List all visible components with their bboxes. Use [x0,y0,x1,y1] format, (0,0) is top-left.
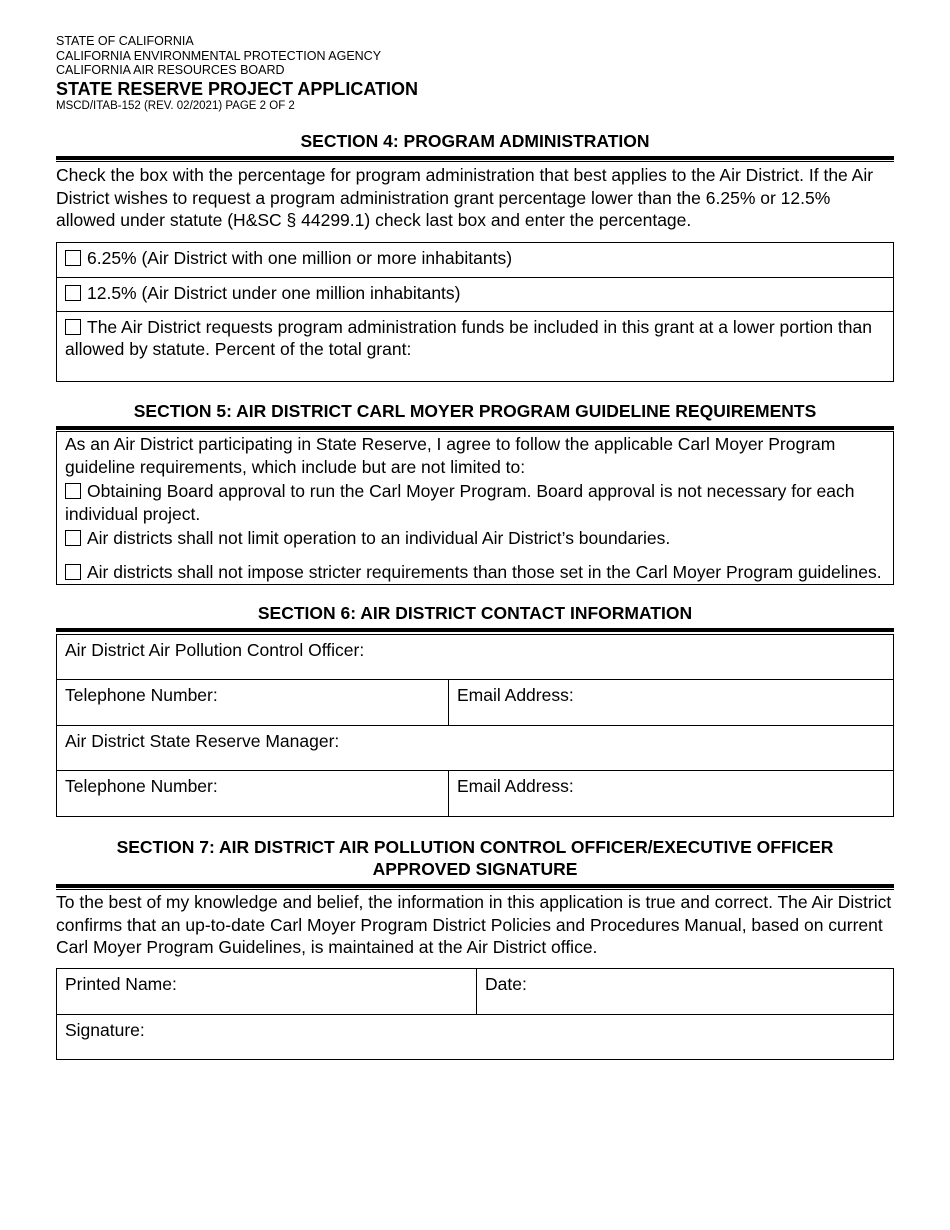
checkbox-boundaries[interactable] [65,530,81,546]
form-id: MSCD/ITAB-152 (REV. 02/2021) PAGE 2 OF 2 [56,99,295,112]
manager-phone-label: Telephone Number: [65,775,218,796]
option-lower-portion-label: The Air District requests program administration funds be included in this grant at a lower portion than allowed by statute. Percent of the total grant: [65,316,872,359]
form-header [56,34,894,113]
checkbox-6-25[interactable] [65,250,81,266]
requirement-stricter-label: Air districts shall not impose stricter requirements than those set in the Carl Moyer Program guidelines. [87,561,882,582]
manager-email-label: Email Address: [457,775,574,796]
apco-email-field[interactable] [448,680,893,725]
manager-label: Air District State Reserve Manager: [65,730,340,751]
section4-intro: Check the box with the percentage for program administration that best applies to the Air District. If the Air District wishes to request a program administration grant percentage lower than the 6.25% or 12.5% allowed under statute (H&SC § 44299.1) check last box and enter the percentage. [56,165,874,231]
section6-title: SECTION 6: AIR DISTRICT CONTACT INFORMATION [257,603,693,624]
contact-table [56,635,894,817]
section7-title-line2: APPROVED SIGNATURE [372,858,578,879]
checkbox-stricter[interactable] [65,564,81,580]
section7-title-line1: SECTION 7: AIR DISTRICT AIR POLLUTION CONTROL OFFICER/EXECUTIVE OFFICER [116,836,834,857]
apco-contact-row [57,679,893,725]
requirement-boundaries-label: Air districts shall not limit operation to an individual Air District’s boundaries. [87,528,671,549]
section5-intro: As an Air District participating in State Reserve, I agree to follow the applicable Carl Moyer Program guideline requirements, which include but are not limited to: [65,434,836,477]
section5-requirements [56,432,894,585]
manager-phone-field[interactable] [57,771,448,816]
section7-statement: To the best of my knowledge and belief, the information in this application is true and correct. The Air District confirms that an up-to-date Carl Moyer Program District Policies and Procedures Manual, based on current Carl Moyer Program Guidelines, is maintained at the Air District office. [56,892,892,958]
section5-title: SECTION 5: AIR DISTRICT CARL MOYER PROGRAM GUIDELINE REQUIREMENTS [133,400,817,421]
requirement-board-approval-label: Obtaining Board approval to run the Carl Moyer Program. Board approval is not necessary for each individual project. [65,481,855,524]
manager-email-field[interactable] [448,771,893,816]
form-title: STATE RESERVE PROJECT APPLICATION [56,78,419,99]
name-date-row [57,969,893,1014]
header-agency: CALIFORNIA ENVIRONMENTAL PROTECTION AGENCY [56,48,382,63]
checkbox-12-5[interactable] [65,285,81,301]
manager-contact-row [57,770,893,816]
checkbox-board-approval[interactable] [65,483,81,499]
date-field[interactable] [476,969,893,1014]
manager-field[interactable] [57,725,893,770]
checkbox-lower-portion[interactable] [65,319,81,335]
option-12-5 [57,277,893,311]
option-12-5-label: 12.5% (Air District under one million inhabitants) [87,282,461,303]
option-6-25-label: 6.25% (Air District with one million or more inhabitants) [87,247,513,268]
option-6-25 [57,242,893,277]
apco-field[interactable] [57,635,893,679]
header-state: STATE OF CALIFORNIA [56,34,194,48]
requirement-stricter [65,561,885,584]
section4-options [56,242,894,382]
signature-table [56,968,894,1060]
header-board: CALIFORNIA AIR RESOURCES BOARD [56,63,285,78]
apco-phone-field[interactable] [57,680,448,725]
section7-title [56,836,894,880]
requirement-board-approval [65,480,885,525]
section7-rule [56,884,894,891]
signature-label: Signature: [65,1019,145,1040]
printed-name-label: Printed Name: [65,973,177,994]
section4-rule [56,156,894,163]
printed-name-field[interactable] [57,969,476,1014]
apco-label: Air District Air Pollution Control Officer: [65,639,365,660]
apco-email-label: Email Address: [457,684,574,705]
date-label: Date: [485,973,527,994]
signature-field[interactable] [57,1014,893,1059]
form-page [56,34,894,1060]
apco-phone-label: Telephone Number: [65,684,218,705]
option-lower-portion [57,311,893,381]
requirement-boundaries [65,527,885,550]
section4-title: SECTION 4: PROGRAM ADMINISTRATION [300,130,650,151]
